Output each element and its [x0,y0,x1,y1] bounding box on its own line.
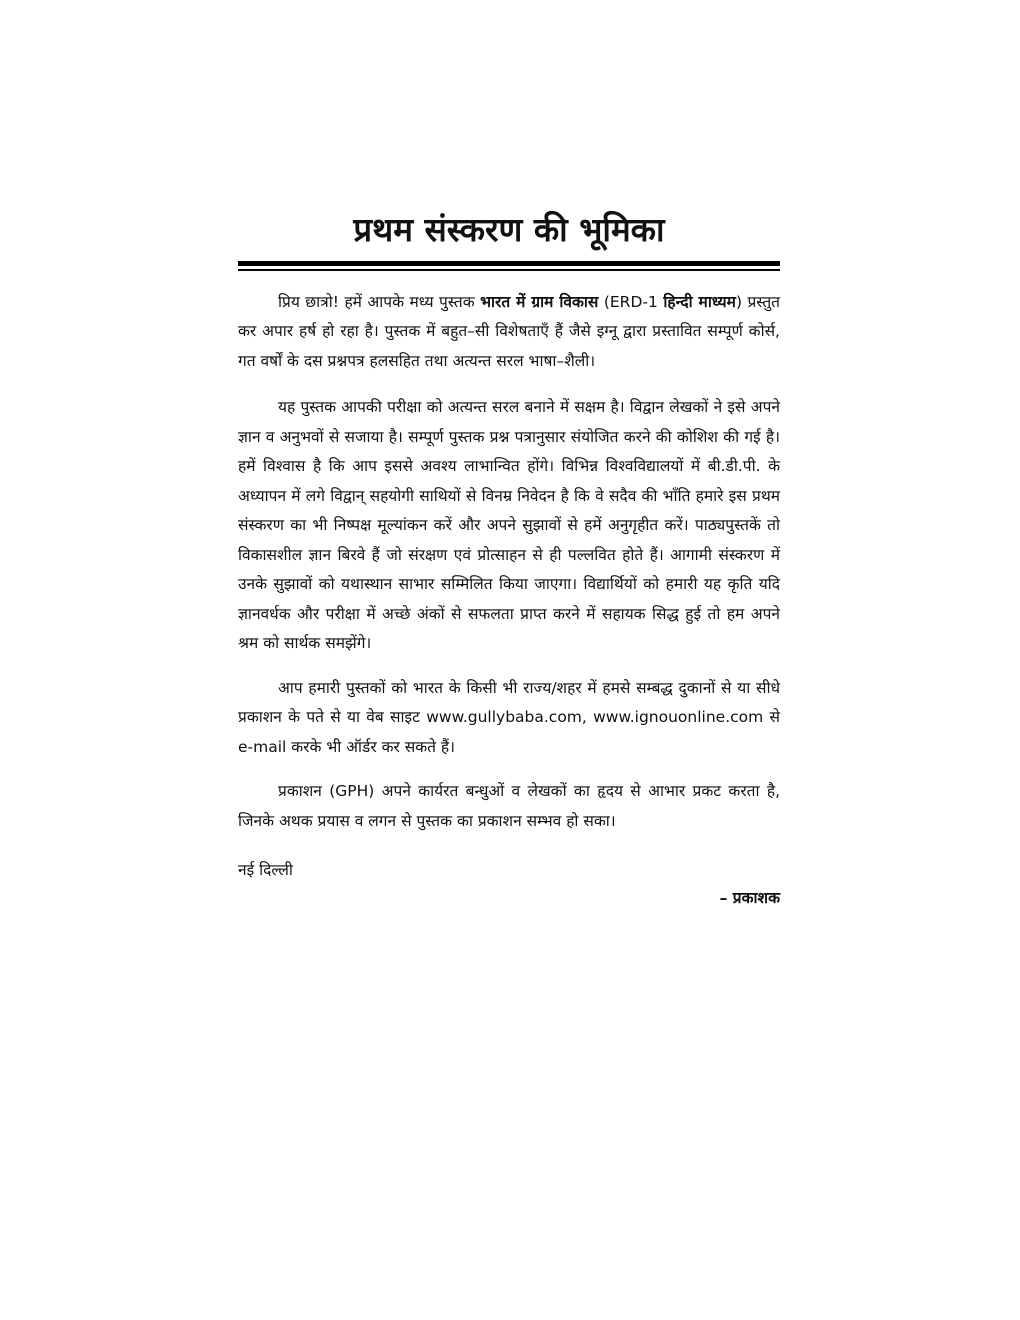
medium-bold: हिन्दी माध्यम [663,292,736,311]
paragraph-intro [238,288,780,377]
paragraph-ordering-info: आप हमारी पुस्तकों को भारत के किसी भी राज्य/शहर में हमसे सम्बद्ध दुकानों से या सीधे प्रकाशन के पते से या वेब साइट www.gullybaba.com, www.ignouonline.com से e-mail करके भी ऑर्डर कर सकते हैं। [238,678,780,756]
place-label: नई दिल्ली [238,861,293,879]
title-divider-thin [238,269,780,271]
paragraph-book-description: यह पुस्तक आपकी परीक्षा को अत्यन्त सरल बनाने में सक्षम है। विद्वान लेखकों ने इसे अपने ज्ञान व अनुभवों से सजाया है। सम्पूर्ण पुस्तक प्रश्न पत्रानुसार संयोजित करने की कोशिश की गई है। हमें विश्वास है कि आप इससे अवश्य लाभान्वित होंगे। विभिन्न विश्वविद्यालयों में बी.डी.पी. के अध्यापन में लगे विद्वान् सहयोगी साथियों से विनम्र निवेदन है कि वे सदैव की भाँति हमारे इस प्रथम संस्करण का भी निष्पक्ष मूल्यांकन करें और अपने सुझावों से हमें अनुगृहीत करें। पाठ्यपुस्तकें तो विकासशील ज्ञान बिरवे हैं जो संरक्षण एवं प्रोत्साहन से ही पल्लवित होते हैं। आगामी संस्करण में उनके सुझावों को यथास्थान साभार सम्मिलित किया जाएगा। विद्यार्थियों को हमारी यह कृति यदि ज्ञानवर्धक और परीक्षा में अच्छे अंकों से सफलता प्राप्त करने में सहायक सिद्ध हुई तो हम अपने श्रम को सार्थक समझेंगे। [238,398,780,652]
course-code: (ERD-1 [598,292,664,311]
title-divider-thick [238,261,780,266]
book-title-bold: भारत में ग्राम विकास [480,292,599,311]
document-page [238,205,780,908]
intro-text: प्रिय छात्रो! हमें आपके मध्य पुस्तक [278,292,481,311]
page-title: प्रथम संस्करण की भूमिका [353,210,665,249]
signature: – प्रकाशक [719,889,780,907]
paragraph-acknowledgement: प्रकाशन (GPH) अपने कार्यरत बन्धुओं व लेखकों का हृदय से आभार प्रकट करता है, जिनके अथक प्रयास व लगन से पुस्तक का प्रकाशन सम्भव हो सका। [238,782,780,830]
intro-text-rest: ) प्रस्तुत कर अपार हर्ष हो रहा है। पुस्तक में बहुत–सी विशेषताएँ हैं जैसे इग्नू द्वारा प्रस्तावित सम्पूर्ण कोर्स, गत वर्षों के दस प्रश्नपत्र हलसहित तथा अत्यन्त सरल भाषा–शैली। [238,292,780,370]
